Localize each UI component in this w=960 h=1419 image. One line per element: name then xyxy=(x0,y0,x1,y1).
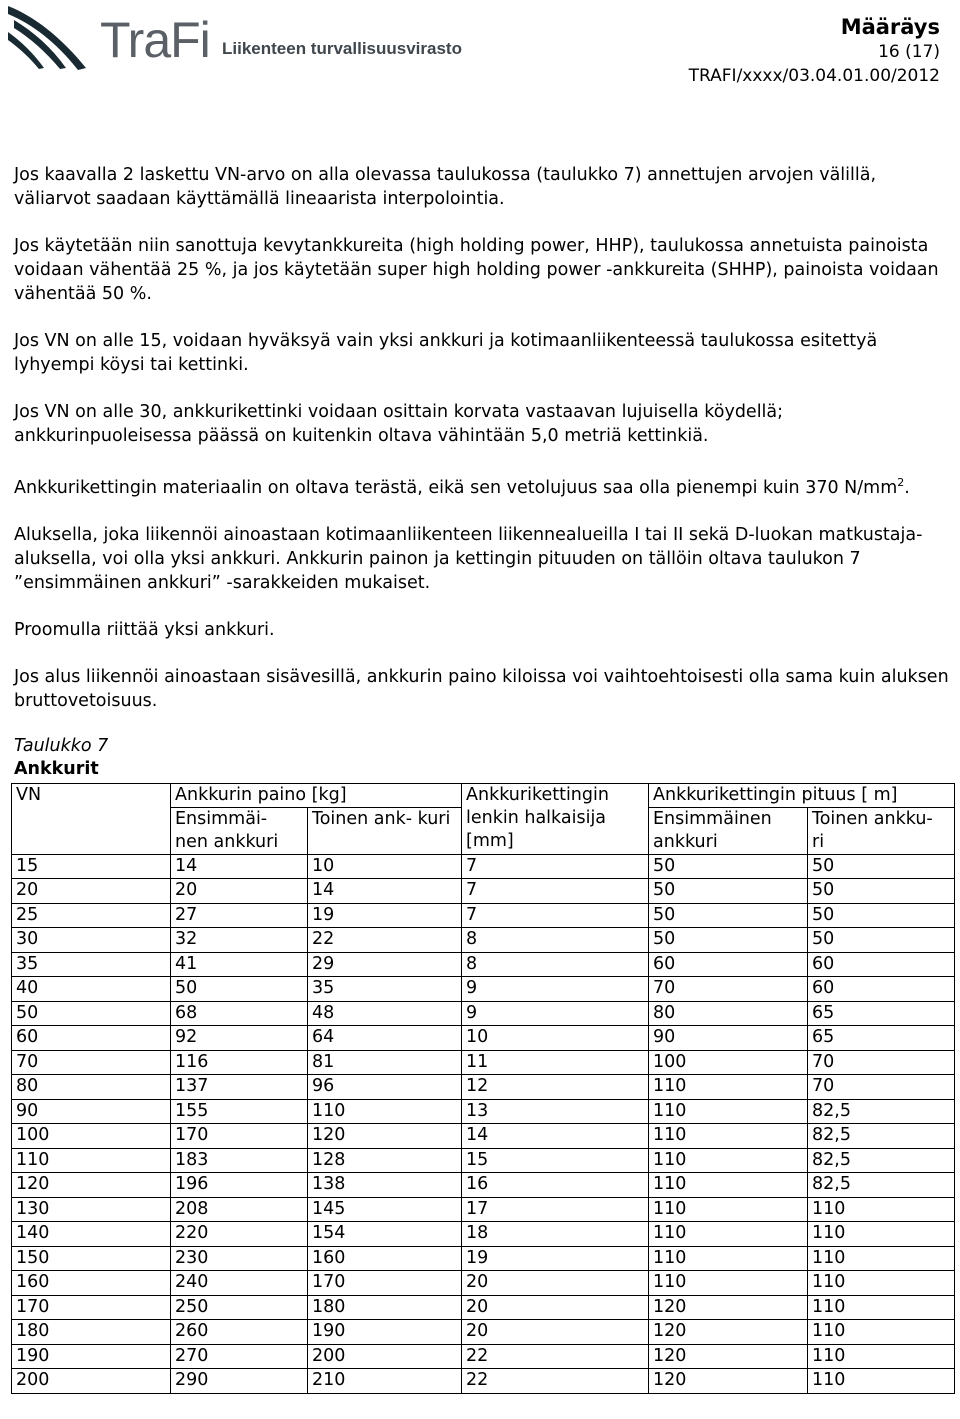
table-cell: 14 xyxy=(171,854,308,879)
chain-material-text: Ankkurikettingin materiaalin on oltava terästä, eikä sen vetolujuus saa olla pienempi kuin 370 N/mm xyxy=(14,477,898,498)
table-cell: 110 xyxy=(649,1197,808,1222)
paragraph-barge: Proomulla riittää yksi ankkuri. xyxy=(14,619,275,640)
header-weight-second: Toinen ank- kuri xyxy=(308,807,462,854)
table-cell: 96 xyxy=(308,1075,462,1100)
table-cell: 160 xyxy=(308,1246,462,1271)
table-cell: 50 xyxy=(649,928,808,953)
logo-wordmark: TraFi xyxy=(100,12,210,68)
table-row xyxy=(12,1295,955,1320)
table-cell: 35 xyxy=(308,977,462,1002)
table-cell: 110 xyxy=(808,1369,955,1394)
table-cell: 14 xyxy=(462,1124,649,1149)
table-cell: 60 xyxy=(649,952,808,977)
table-cell: 70 xyxy=(12,1050,171,1075)
header-anchor-weight: Ankkurin paino [kg] xyxy=(171,783,462,807)
table-cell: 154 xyxy=(308,1222,462,1247)
table-row xyxy=(12,1369,955,1394)
table-cell: 20 xyxy=(12,879,171,904)
table-cell: 17 xyxy=(462,1197,649,1222)
table-cell: 145 xyxy=(308,1197,462,1222)
paragraph-hhp-anchors: Jos käytetään niin sanottuja kevytankkureita (high holding power, HHP), taulukossa annetuista painoista voidaan vähentää 25 %, ja jos käytetään super high holding power -ankkureita (SHHP), painoista voidaan vähentää 50 %. xyxy=(14,236,939,304)
header-chain-diameter: Ankkurikettingin lenkin halkaisija [mm] xyxy=(462,783,649,854)
document-meta xyxy=(689,14,940,88)
table-cell: 190 xyxy=(12,1344,171,1369)
table-cell: 10 xyxy=(462,1026,649,1051)
table-cell: 29 xyxy=(308,952,462,977)
anchors-table xyxy=(11,783,955,1394)
table-cell: 7 xyxy=(462,903,649,928)
table-cell: 220 xyxy=(171,1222,308,1247)
table-cell: 80 xyxy=(12,1075,171,1100)
table-cell: 32 xyxy=(171,928,308,953)
table-cell: 15 xyxy=(462,1148,649,1173)
table-cell: 110 xyxy=(649,1271,808,1296)
table-cell: 19 xyxy=(308,903,462,928)
table-row xyxy=(12,1197,955,1222)
paragraph-single-anchor: Aluksella, joka liikennöi ainoastaan kotimaanliikenteen liikennealueilla I tai II sekä D-luokan matkustaja-aluksella, voi olla yksi ankkuri. Ankkurin painon ja kettingin pituuden on tällöin oltava taulukon 7 ”ensimmäinen ankkuri” -sarakkeiden mukaiset. xyxy=(14,524,923,593)
header-length-second: Toinen ankku- ri xyxy=(808,807,955,854)
table-cell: 60 xyxy=(12,1026,171,1051)
table-cell: 14 xyxy=(308,879,462,904)
table-cell: 7 xyxy=(462,879,649,904)
document-body xyxy=(14,163,950,1394)
table-cell: 120 xyxy=(308,1124,462,1149)
trafi-logo xyxy=(4,2,462,72)
table-cell: 50 xyxy=(649,879,808,904)
document-type: Määräys xyxy=(840,15,940,39)
page-header xyxy=(0,0,960,90)
table-cell: 50 xyxy=(649,903,808,928)
table-row xyxy=(12,1222,955,1247)
table-row xyxy=(12,1271,955,1296)
table-cell: 290 xyxy=(171,1369,308,1394)
table-row xyxy=(12,1173,955,1198)
table-cell: 92 xyxy=(171,1026,308,1051)
table-title: Ankkurit xyxy=(14,758,99,779)
table-cell: 110 xyxy=(808,1271,955,1296)
table-cell: 183 xyxy=(171,1148,308,1173)
table-cell: 155 xyxy=(171,1099,308,1124)
table-cell: 12 xyxy=(462,1075,649,1100)
table-cell: 20 xyxy=(462,1271,649,1296)
table-cell: 35 xyxy=(12,952,171,977)
table-cell: 230 xyxy=(171,1246,308,1271)
table-cell: 30 xyxy=(12,928,171,953)
table-cell: 60 xyxy=(808,952,955,977)
header-chain-length: Ankkurikettingin pituus [ m] xyxy=(649,783,955,807)
table-cell: 110 xyxy=(649,1246,808,1271)
table-cell: 48 xyxy=(308,1001,462,1026)
table-cell: 137 xyxy=(171,1075,308,1100)
table-cell: 18 xyxy=(462,1222,649,1247)
table-cell: 240 xyxy=(171,1271,308,1296)
table-cell: 16 xyxy=(462,1173,649,1198)
table-row xyxy=(12,1050,955,1075)
table-cell: 19 xyxy=(462,1246,649,1271)
table-cell: 110 xyxy=(808,1320,955,1345)
table-cell: 110 xyxy=(649,1222,808,1247)
header-length-first: Ensimmäinen ankkuri xyxy=(649,807,808,854)
table-cell: 150 xyxy=(12,1246,171,1271)
table-row xyxy=(12,1148,955,1173)
table-cell: 260 xyxy=(171,1320,308,1345)
table-cell: 120 xyxy=(649,1295,808,1320)
paragraph-chain-material xyxy=(14,471,950,500)
table-cell: 64 xyxy=(308,1026,462,1051)
table-cell: 110 xyxy=(649,1173,808,1198)
header-vn: VN xyxy=(12,783,171,854)
table-cell: 25 xyxy=(12,903,171,928)
table-cell: 82,5 xyxy=(808,1099,955,1124)
table-cell: 20 xyxy=(171,879,308,904)
table-cell: 20 xyxy=(462,1320,649,1345)
table-cell: 22 xyxy=(462,1369,649,1394)
table-cell: 22 xyxy=(462,1344,649,1369)
table-cell: 110 xyxy=(308,1099,462,1124)
header-weight-first: Ensimmäi- nen ankkuri xyxy=(171,807,308,854)
table-cell: 110 xyxy=(808,1197,955,1222)
table-body xyxy=(12,854,955,1393)
table-cell: 128 xyxy=(308,1148,462,1173)
table-cell: 9 xyxy=(462,977,649,1002)
table-cell: 250 xyxy=(171,1295,308,1320)
logo-swoosh-icon xyxy=(4,2,104,72)
table-cell: 68 xyxy=(171,1001,308,1026)
table-cell: 180 xyxy=(12,1320,171,1345)
table-cell: 138 xyxy=(308,1173,462,1198)
paragraph-inland-waters: Jos alus liikennöi ainoastaan sisävesillä, ankkurin paino kiloissa voi vaihtoehtoisesti olla sama kuin aluksen bruttovetoisuus. xyxy=(14,666,949,711)
table-cell: 110 xyxy=(649,1075,808,1100)
table-cell: 130 xyxy=(12,1197,171,1222)
table-cell: 27 xyxy=(171,903,308,928)
table-cell: 120 xyxy=(649,1320,808,1345)
table-cell: 100 xyxy=(12,1124,171,1149)
table-cell: 22 xyxy=(308,928,462,953)
table-cell: 13 xyxy=(462,1099,649,1124)
paragraph-interpolation: Jos kaavalla 2 laskettu VN-arvo on alla olevassa taulukossa (taulukko 7) annettujen arvojen välillä, väliarvot saadaan käyttämällä lineaarista interpolointia. xyxy=(14,165,877,209)
table-cell: 50 xyxy=(808,928,955,953)
table-cell: 65 xyxy=(808,1026,955,1051)
table-cell: 8 xyxy=(462,928,649,953)
table-cell: 110 xyxy=(649,1148,808,1173)
table-cell: 50 xyxy=(649,854,808,879)
paragraph-vn-below-30: Jos VN on alle 30, ankkurikettinki voidaan osittain korvata vastaavan lujuisella köydellä; ankkurinpuoleisessa päässä on kuitenkin oltava vähintään 5,0 metriä kettinkiä. xyxy=(14,402,784,446)
table-cell: 15 xyxy=(12,854,171,879)
table-cell: 82,5 xyxy=(808,1124,955,1149)
table-row xyxy=(12,1246,955,1271)
table-cell: 110 xyxy=(808,1246,955,1271)
table-row xyxy=(12,1075,955,1100)
table-cell: 81 xyxy=(308,1050,462,1075)
document-reference: TRAFI/xxxx/03.04.01.00/2012 xyxy=(688,66,940,86)
table-cell: 9 xyxy=(462,1001,649,1026)
table-cell: 110 xyxy=(649,1099,808,1124)
table-cell: 70 xyxy=(808,1050,955,1075)
table-cell: 120 xyxy=(649,1344,808,1369)
table-cell: 90 xyxy=(649,1026,808,1051)
table-cell: 208 xyxy=(171,1197,308,1222)
table-cell: 140 xyxy=(12,1222,171,1247)
table-cell: 8 xyxy=(462,952,649,977)
table-row xyxy=(12,879,955,904)
table-cell: 116 xyxy=(171,1050,308,1075)
table-cell: 60 xyxy=(808,977,955,1002)
table-row xyxy=(12,1124,955,1149)
table-row xyxy=(12,1001,955,1026)
page-number: 16 (17) xyxy=(878,42,940,62)
table-cell: 50 xyxy=(808,903,955,928)
table-cell: 40 xyxy=(12,977,171,1002)
table-row xyxy=(12,1344,955,1369)
table-cell: 120 xyxy=(649,1369,808,1394)
table-cell: 270 xyxy=(171,1344,308,1369)
table-cell: 170 xyxy=(171,1124,308,1149)
table-cell: 200 xyxy=(308,1344,462,1369)
table-cell: 50 xyxy=(171,977,308,1002)
table-row xyxy=(12,1026,955,1051)
table-cell: 200 xyxy=(12,1369,171,1394)
table-caption: Taulukko 7 xyxy=(14,735,109,756)
table-cell: 196 xyxy=(171,1173,308,1198)
paragraph-vn-below-15: Jos VN on alle 15, voidaan hyväksyä vain yksi ankkuri ja kotimaanliikenteessä taulukossa esitettyä lyhyempi köysi tai kettinki. xyxy=(14,331,878,375)
table-row xyxy=(12,1099,955,1124)
table-cell: 190 xyxy=(308,1320,462,1345)
period: . xyxy=(904,477,910,498)
table-cell: 70 xyxy=(808,1075,955,1100)
table-row xyxy=(12,928,955,953)
table-cell: 110 xyxy=(808,1344,955,1369)
table-cell: 80 xyxy=(649,1001,808,1026)
table-row xyxy=(12,1320,955,1345)
logo-subtitle: Liikenteen turvallisuusvirasto xyxy=(222,39,462,58)
table-row xyxy=(12,952,955,977)
table-cell: 50 xyxy=(808,879,955,904)
table-cell: 41 xyxy=(171,952,308,977)
table-cell: 180 xyxy=(308,1295,462,1320)
table-cell: 82,5 xyxy=(808,1148,955,1173)
table-cell: 11 xyxy=(462,1050,649,1075)
table-cell: 210 xyxy=(308,1369,462,1394)
table-cell: 120 xyxy=(12,1173,171,1198)
table-cell: 110 xyxy=(649,1124,808,1149)
table-cell: 160 xyxy=(12,1271,171,1296)
table-cell: 110 xyxy=(808,1222,955,1247)
table-cell: 110 xyxy=(12,1148,171,1173)
superscript: 2 xyxy=(897,476,905,489)
table-row xyxy=(12,903,955,928)
table-cell: 110 xyxy=(808,1295,955,1320)
table-row xyxy=(12,977,955,1002)
table-cell: 10 xyxy=(308,854,462,879)
table-cell: 90 xyxy=(12,1099,171,1124)
table-cell: 20 xyxy=(462,1295,649,1320)
table-cell: 82,5 xyxy=(808,1173,955,1198)
table-cell: 170 xyxy=(12,1295,171,1320)
table-cell: 65 xyxy=(808,1001,955,1026)
table-row xyxy=(12,854,955,879)
table-cell: 170 xyxy=(308,1271,462,1296)
table-cell: 100 xyxy=(649,1050,808,1075)
table-cell: 50 xyxy=(12,1001,171,1026)
table-cell: 70 xyxy=(649,977,808,1002)
table-cell: 7 xyxy=(462,854,649,879)
table-cell: 50 xyxy=(808,854,955,879)
